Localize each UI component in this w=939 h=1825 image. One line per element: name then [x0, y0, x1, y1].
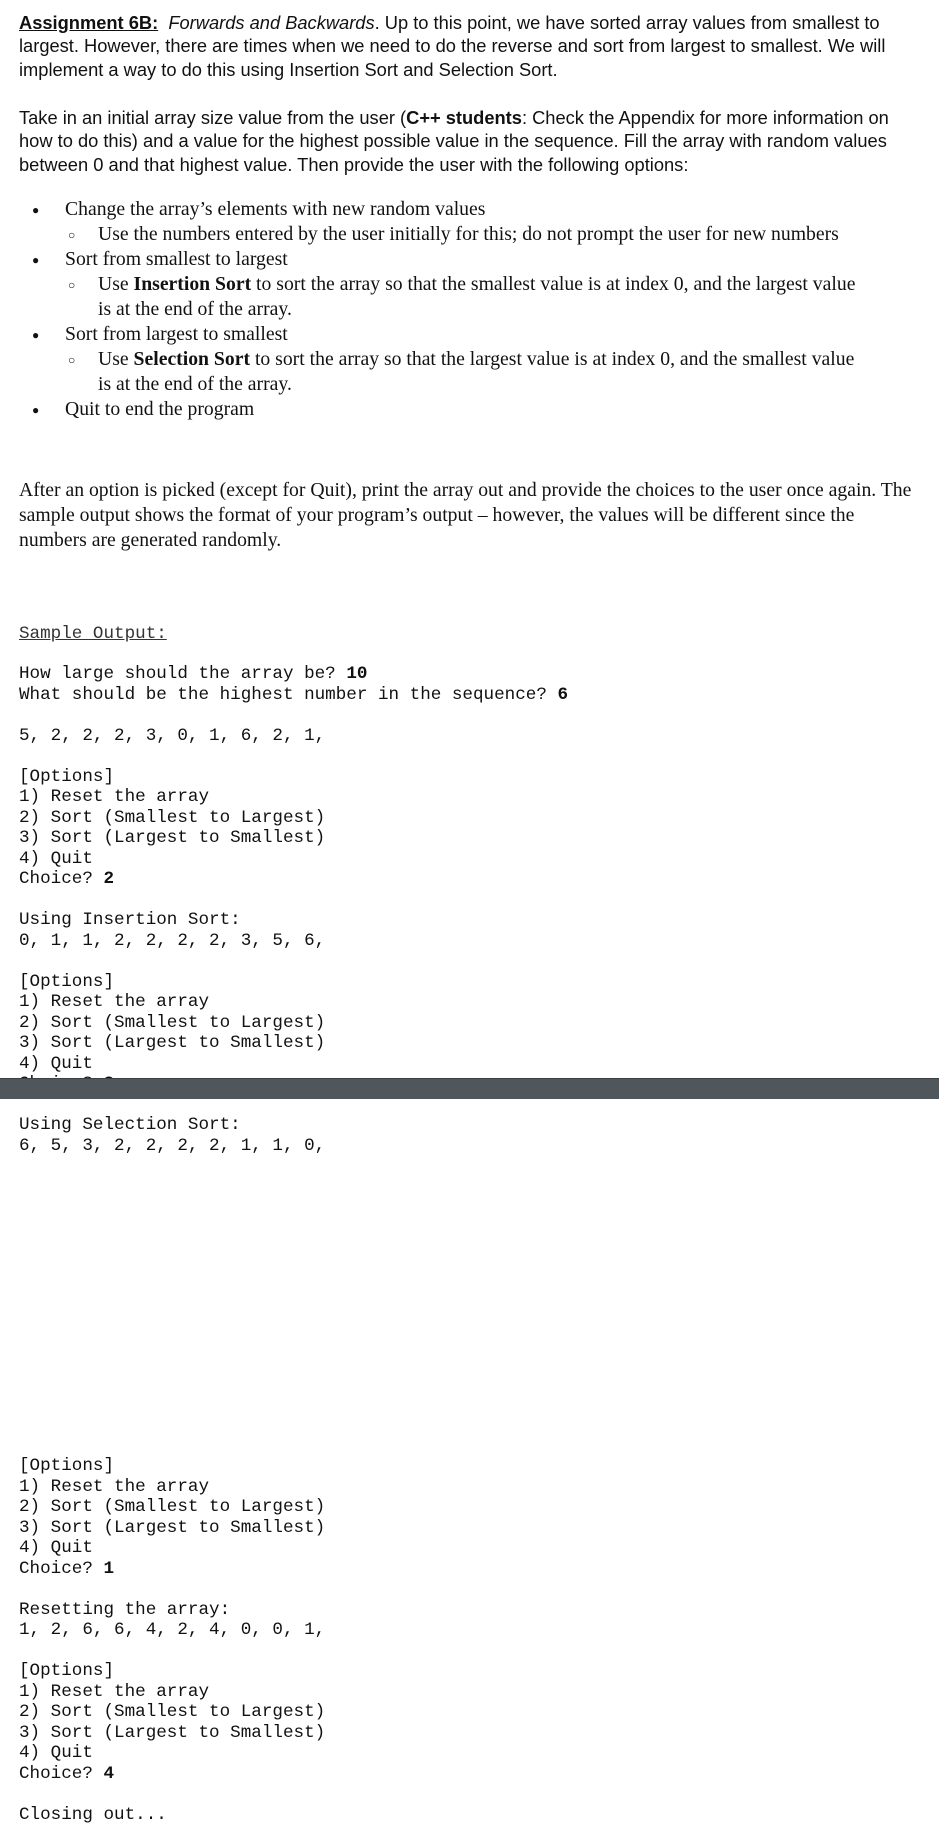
menu-item-reset: 1) Reset the array: [19, 787, 568, 808]
menu-item-quit: 4) Quit: [19, 1538, 325, 1559]
option-item-sort-descending: [0, 322, 900, 397]
max-input-value: 6: [557, 685, 568, 705]
menu-header: [Options]: [19, 767, 568, 788]
option-label: Sort from largest to smallest: [65, 323, 288, 345]
console-output-page-2: [19, 1456, 325, 1825]
option-detail-pre: Use: [98, 273, 134, 295]
initial-array-line: 5, 2, 2, 2, 3, 0, 1, 6, 2, 1,: [19, 726, 568, 747]
selection-sort-array: 6, 5, 3, 2, 2, 2, 2, 1, 1, 0,: [19, 1136, 568, 1157]
instructions-text-b: : Check the Appendix for more information on how to do this) and a value for the highest possible value in the sequence. Fill the array with random values between 0 and that highest value. Then provide the user with the following options:: [19, 107, 889, 175]
sample-output-label: Sample Output:: [19, 624, 167, 645]
choice-line: [19, 1559, 325, 1580]
option-detail: [65, 222, 858, 247]
choice-prompt: Choice?: [19, 1764, 103, 1784]
menu-item-reset: 1) Reset the array: [19, 1477, 325, 1498]
menu-item-sort-asc: 2) Sort (Smallest to Largest): [19, 1013, 568, 1034]
after-option-paragraph: After an option is picked (except for Quit), print the array out and provide the choices to the user once again. The sample output shows the format of your program’s output – however, the values will be different since the numbers are generated randomly.: [19, 478, 919, 553]
assignment-heading: Assignment 6B:: [19, 12, 158, 33]
menu-header: [Options]: [19, 1456, 325, 1477]
menu-item-sort-desc: 3) Sort (Largest to Smallest): [19, 1723, 325, 1744]
option-detail-post: to sort the array so that the largest value is at index 0, and the smallest value is at the end of the array.: [98, 348, 854, 395]
options-list: [0, 197, 900, 422]
insertion-sort-term: Insertion Sort: [134, 273, 252, 295]
option-item-change: [0, 197, 900, 247]
menu-item-sort-desc: 3) Sort (Largest to Smallest): [19, 828, 568, 849]
menu-item-sort-desc: 3) Sort (Largest to Smallest): [19, 1518, 325, 1539]
menu-item-quit: 4) Quit: [19, 849, 568, 870]
document-page-2: [0, 1090, 939, 1822]
choice-value: 4: [103, 1764, 114, 1784]
cpp-students-note: C++ students: [406, 107, 522, 128]
option-detail-text: Use the numbers entered by the user initially for this; do not prompt the user for new numbers: [98, 223, 839, 245]
insertion-sort-label: Using Insertion Sort:: [19, 910, 568, 931]
choice-value: 2: [103, 869, 114, 889]
max-prompt: What should be the highest number in the sequence?: [19, 685, 557, 705]
option-item-quit: [0, 397, 900, 422]
option-detail: [65, 347, 858, 397]
menu-item-sort-asc: 2) Sort (Smallest to Largest): [19, 1702, 325, 1723]
menu-item-sort-asc: 2) Sort (Smallest to Largest): [19, 808, 568, 829]
choice-line: [19, 869, 568, 890]
option-detail-pre: Use: [98, 348, 134, 370]
menu-item-reset: 1) Reset the array: [19, 1682, 325, 1703]
reset-label: Resetting the array:: [19, 1600, 325, 1621]
choice-line: [19, 1764, 325, 1785]
menu-item-reset: 1) Reset the array: [19, 992, 568, 1013]
console-line: [19, 685, 568, 706]
choice-value: 1: [103, 1559, 114, 1579]
choice-prompt: Choice?: [19, 869, 103, 889]
option-label: Quit to end the program: [65, 398, 254, 420]
option-label: Change the array’s elements with new random values: [65, 198, 485, 220]
selection-sort-term: Selection Sort: [134, 348, 250, 370]
menu-item-sort-asc: 2) Sort (Smallest to Largest): [19, 1497, 325, 1518]
choice-prompt: Choice?: [19, 1559, 103, 1579]
option-label: Sort from smallest to largest: [65, 248, 288, 270]
menu-item-quit: 4) Quit: [19, 1054, 568, 1075]
size-input-value: 10: [346, 664, 367, 684]
selection-sort-label: Using Selection Sort:: [19, 1115, 568, 1136]
insertion-sort-array: 0, 1, 1, 2, 2, 2, 2, 3, 5, 6,: [19, 931, 568, 952]
size-prompt: How large should the array be?: [19, 664, 346, 684]
console-line: [19, 664, 568, 685]
menu-item-quit: 4) Quit: [19, 1743, 325, 1764]
intro-text: . Up to this point, we have sorted array values from smallest to largest. However, there are times when we need to do the reverse and sort from largest to smallest. We will implement a way to do this using Insertion Sort and Selection Sort.: [19, 12, 885, 80]
reset-array: 1, 2, 6, 6, 4, 2, 4, 0, 0, 1,: [19, 1620, 325, 1641]
option-detail: [65, 272, 858, 322]
assignment-title: Forwards and Backwards: [168, 12, 374, 33]
option-detail-post: to sort the array so that the smallest value is at index 0, and the largest value is at the end of the array.: [98, 273, 855, 320]
option-item-sort-ascending: [0, 247, 900, 322]
menu-header: [Options]: [19, 1661, 325, 1682]
instructions-text-a: Take in an initial array size value from the user (: [19, 107, 406, 128]
instructions-paragraph: [19, 106, 919, 176]
menu-item-sort-desc: 3) Sort (Largest to Smallest): [19, 1033, 568, 1054]
intro-paragraph: [19, 11, 919, 81]
closing-line: Closing out...: [19, 1805, 325, 1825]
menu-header: [Options]: [19, 972, 568, 993]
